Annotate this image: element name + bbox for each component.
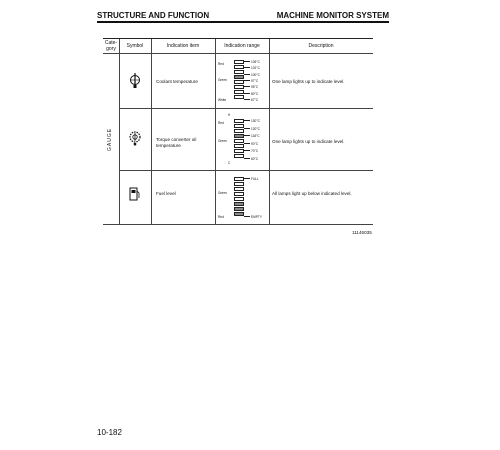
gauge-lamp	[234, 197, 244, 201]
gauge-tick	[244, 93, 250, 94]
gauge-lamp	[234, 124, 244, 128]
gauge-zone-label: Green	[218, 78, 227, 82]
gauge-tick-label: 105°C	[251, 59, 260, 64]
gauge-lamp	[234, 95, 244, 99]
col-header-range: Indication range	[224, 43, 260, 49]
gauge-lamp	[234, 182, 244, 186]
gauge-tick-label: 60°C	[251, 156, 259, 161]
section-title: STRUCTURE AND FUNCTION	[97, 11, 210, 20]
gauge-tick	[244, 158, 250, 159]
gauge-tick	[244, 99, 250, 100]
gauge-tick-label: 90°C	[251, 141, 259, 146]
table-bottom	[103, 224, 373, 225]
col-header-category: Cate- gory	[104, 40, 118, 52]
gauge-tick-label: 130°C	[251, 118, 260, 123]
gauge-table	[103, 38, 373, 224]
gauge-zone-label: Green	[218, 191, 227, 195]
gauge-tick-label: 67°C	[251, 97, 259, 102]
col-header-symbol: Symbol	[126, 43, 144, 49]
gauge-tick-label: 80°C	[251, 91, 259, 96]
figure-code: 11146035	[352, 230, 372, 235]
gauge-tick-label: 100°C	[251, 72, 260, 77]
gauge-lamp	[234, 207, 244, 211]
col-divider	[151, 39, 152, 224]
gauge-lamp	[234, 202, 244, 206]
torque-converter-oil-temperature-icon	[128, 129, 142, 149]
page-number: 10-182	[97, 428, 122, 437]
gauge-lamp	[234, 134, 244, 138]
gauge-tick-label: 102°C	[251, 65, 260, 70]
gauge-lamp	[234, 60, 244, 64]
gauge-tick-label: 120°C	[251, 126, 260, 131]
gauge-tick-label: FULL	[251, 176, 259, 181]
gauge-zone-label: White	[218, 98, 227, 102]
gauge-lamp	[234, 119, 244, 123]
gauge-tick	[244, 61, 250, 62]
col-header-item: Indication item	[166, 43, 200, 49]
row-item-torque-converter: Torque converter oil temperature	[156, 137, 197, 148]
gauge-zone-label: Red	[218, 62, 224, 66]
gauge-tick	[244, 150, 250, 151]
gauge-tick	[244, 135, 250, 136]
coolant-gauge	[216, 54, 269, 108]
gauge-tick	[244, 128, 250, 129]
gauge-zone-label: Red	[218, 121, 224, 125]
fuel-pump-icon	[128, 185, 142, 205]
gauge-lamp	[234, 177, 244, 181]
gauge-mark-label: H	[228, 113, 231, 117]
gauge-tick	[244, 80, 250, 81]
gauge-lamp	[234, 149, 244, 153]
gauge-lamp	[234, 144, 244, 148]
fuel-gauge	[216, 171, 269, 224]
col-divider	[269, 39, 270, 224]
gauge-tick	[244, 216, 250, 217]
row-description-torque-converter: One lamp lights up to indicate level.	[272, 139, 345, 144]
page-header	[97, 8, 389, 22]
gauge-lamp	[234, 85, 244, 89]
gauge-tick	[244, 143, 250, 144]
col-divider	[119, 39, 120, 224]
gauge-lamp	[234, 65, 244, 69]
gauge-tick-label: 97°C	[251, 78, 259, 83]
row-description-fuel: All lamps light up below indicated level.	[272, 191, 352, 196]
gauge-tick	[244, 120, 250, 121]
gauge-mark-label: C	[228, 161, 231, 165]
gauge-lamp	[234, 70, 244, 74]
gauge-lamp	[234, 129, 244, 133]
gauge-tick-label: 118°C	[251, 133, 260, 138]
row-item-fuel: Fuel level	[156, 191, 176, 196]
gauge-tick-label: 70°C	[251, 148, 259, 153]
torque-converter-gauge	[216, 109, 269, 170]
gauge-lamp	[234, 154, 244, 158]
coolant-temperature-icon	[128, 71, 142, 91]
gauge-tick-label: 95°C	[251, 84, 259, 89]
gauge-lamp	[234, 75, 244, 79]
gauge-lamp	[234, 90, 244, 94]
gauge-lamp	[234, 212, 244, 216]
gauge-lamp	[234, 139, 244, 143]
gauge-tick	[244, 74, 250, 75]
col-header-description: Description	[308, 43, 334, 49]
system-title: MACHINE MONITOR SYSTEM	[276, 11, 389, 20]
gauge-tick	[244, 67, 250, 68]
gauge-tick-label: EMPTY	[251, 214, 262, 219]
gauge-tick	[244, 178, 250, 179]
gauge-lamp	[234, 80, 244, 84]
category-label: GAUGE	[107, 127, 113, 151]
gauge-lamp	[234, 187, 244, 191]
row-item-coolant: Coolant temperature	[156, 79, 198, 84]
header-rule	[97, 21, 389, 23]
gauge-lamp	[234, 192, 244, 196]
row-description-coolant: One lamp lights up to indicate level.	[272, 79, 345, 84]
gauge-tick	[244, 86, 250, 87]
gauge-zone-label: Green	[218, 139, 227, 143]
gauge-zone-label: Red	[218, 215, 224, 219]
